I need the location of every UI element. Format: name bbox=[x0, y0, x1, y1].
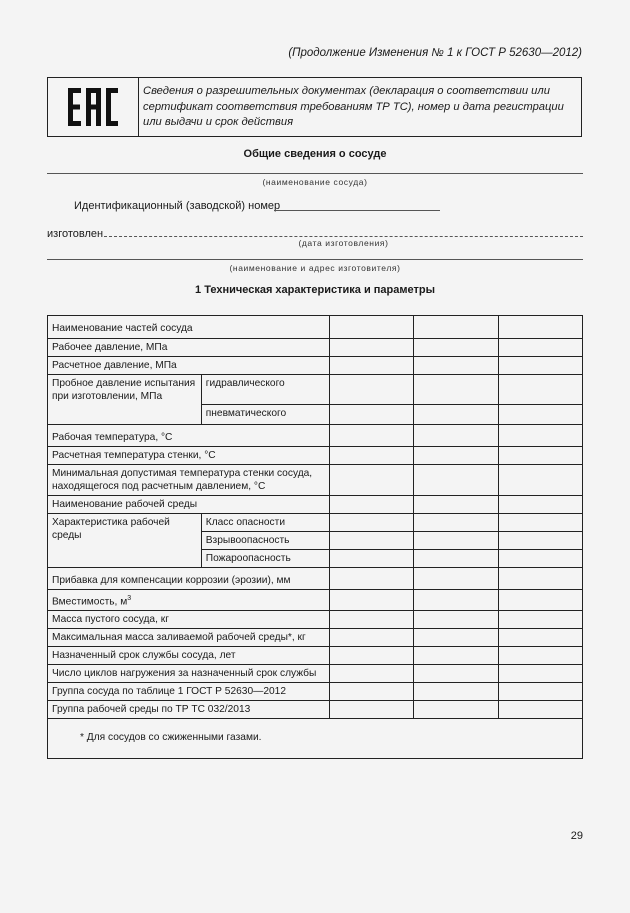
table-row bbox=[48, 647, 583, 665]
manufacturer-caption: (наименование и адрес изготовителя) bbox=[229, 263, 401, 273]
row-label: Группа рабочей среды по ТР ТС 032/2013 bbox=[48, 701, 330, 719]
table-row bbox=[48, 357, 583, 375]
table-row bbox=[48, 425, 583, 447]
row-label: Пробное давление испытания при изготовлении, МПа bbox=[48, 375, 202, 425]
row-label: Наименование рабочей среды bbox=[48, 496, 330, 514]
row-label: Характеристика рабочей среды bbox=[48, 514, 202, 568]
manufacture-date-line bbox=[104, 236, 583, 237]
row-label: Расчетное давление, МПа bbox=[48, 357, 330, 375]
row-label: Рабочее давление, МПа bbox=[48, 339, 330, 357]
value-cell bbox=[414, 316, 499, 339]
table-row bbox=[48, 665, 583, 683]
row-sublabel: пневматического bbox=[201, 405, 329, 425]
eac-logo bbox=[48, 78, 139, 136]
row-label: Рабочая температура, °С bbox=[48, 425, 330, 447]
row-label: Минимальная допустимая температура стенки сосуда, находящегося под расчетным давлением, °С bbox=[48, 465, 330, 496]
parameters-table bbox=[47, 315, 583, 759]
manufactured-label: изготовлен bbox=[47, 228, 104, 240]
capacity-unit-superscript: 3 bbox=[127, 595, 132, 602]
table-title: 1 Техническая характеристика и параметры bbox=[195, 284, 435, 296]
row-label: Группа сосуда по таблице 1 ГОСТ Р 52630—2012 bbox=[48, 683, 330, 701]
eac-mark-box bbox=[47, 77, 582, 137]
row-label: Наименование частей сосуда bbox=[48, 316, 330, 339]
row-label: Число циклов нагружения за назначенный срок службы bbox=[48, 665, 330, 683]
table-row bbox=[48, 447, 583, 465]
row-sublabel: Пожароопасность bbox=[201, 550, 329, 568]
row-label bbox=[48, 590, 330, 611]
table-row bbox=[48, 590, 583, 611]
table-row bbox=[48, 701, 583, 719]
value-cell bbox=[499, 316, 583, 339]
table-row bbox=[48, 568, 583, 590]
row-sublabel: Класс опасности bbox=[201, 514, 329, 532]
page-number: 29 bbox=[570, 830, 583, 842]
table-row bbox=[48, 465, 583, 496]
row-sublabel: Взрывоопасность bbox=[201, 532, 329, 550]
table-row bbox=[48, 683, 583, 701]
table-row bbox=[48, 496, 583, 514]
vessel-name-line bbox=[47, 173, 583, 174]
row-label: Расчетная температура стенки, °С bbox=[48, 447, 330, 465]
vessel-name-caption: (наименование сосуда) bbox=[262, 177, 368, 187]
table-row bbox=[48, 339, 583, 357]
table-row bbox=[48, 316, 583, 339]
table-row bbox=[48, 611, 583, 629]
eac-info-text: Сведения о разрешительных документах (декларация о соответствии или сертификат соответствия требованиям ТР ТС), номер и дата регистрации или выдачи и срок действия bbox=[143, 85, 564, 128]
eac-logo-icon bbox=[66, 86, 120, 128]
row-label: Максимальная масса заливаемой рабочей среды*, кг bbox=[48, 629, 330, 647]
table-row bbox=[48, 514, 583, 532]
row-label: Прибавка для компенсации коррозии (эрозии), мм bbox=[48, 568, 330, 590]
table-row bbox=[48, 629, 583, 647]
row-label: Назначенный срок службы сосуда, лет bbox=[48, 647, 330, 665]
section-title: Общие сведения о сосуде bbox=[243, 148, 387, 160]
header-note: (Продолжение Изменения № 1 к ГОСТ Р 52630—2012) bbox=[288, 47, 582, 59]
manufacturer-line bbox=[47, 259, 583, 260]
capacity-label: Вместимость, м bbox=[52, 596, 128, 608]
table-footnote: * Для сосудов со сжиженными газами. bbox=[48, 719, 583, 759]
table-row bbox=[48, 375, 583, 405]
table-row bbox=[48, 719, 583, 759]
id-number-line bbox=[274, 210, 440, 211]
value-cell bbox=[329, 316, 414, 339]
id-number-label: Идентификационный (заводской) номер bbox=[74, 200, 281, 212]
row-label: Масса пустого сосуда, кг bbox=[48, 611, 330, 629]
row-sublabel: гидравлического bbox=[201, 375, 329, 405]
manufacture-date-caption: (дата изготовления) bbox=[298, 238, 389, 248]
